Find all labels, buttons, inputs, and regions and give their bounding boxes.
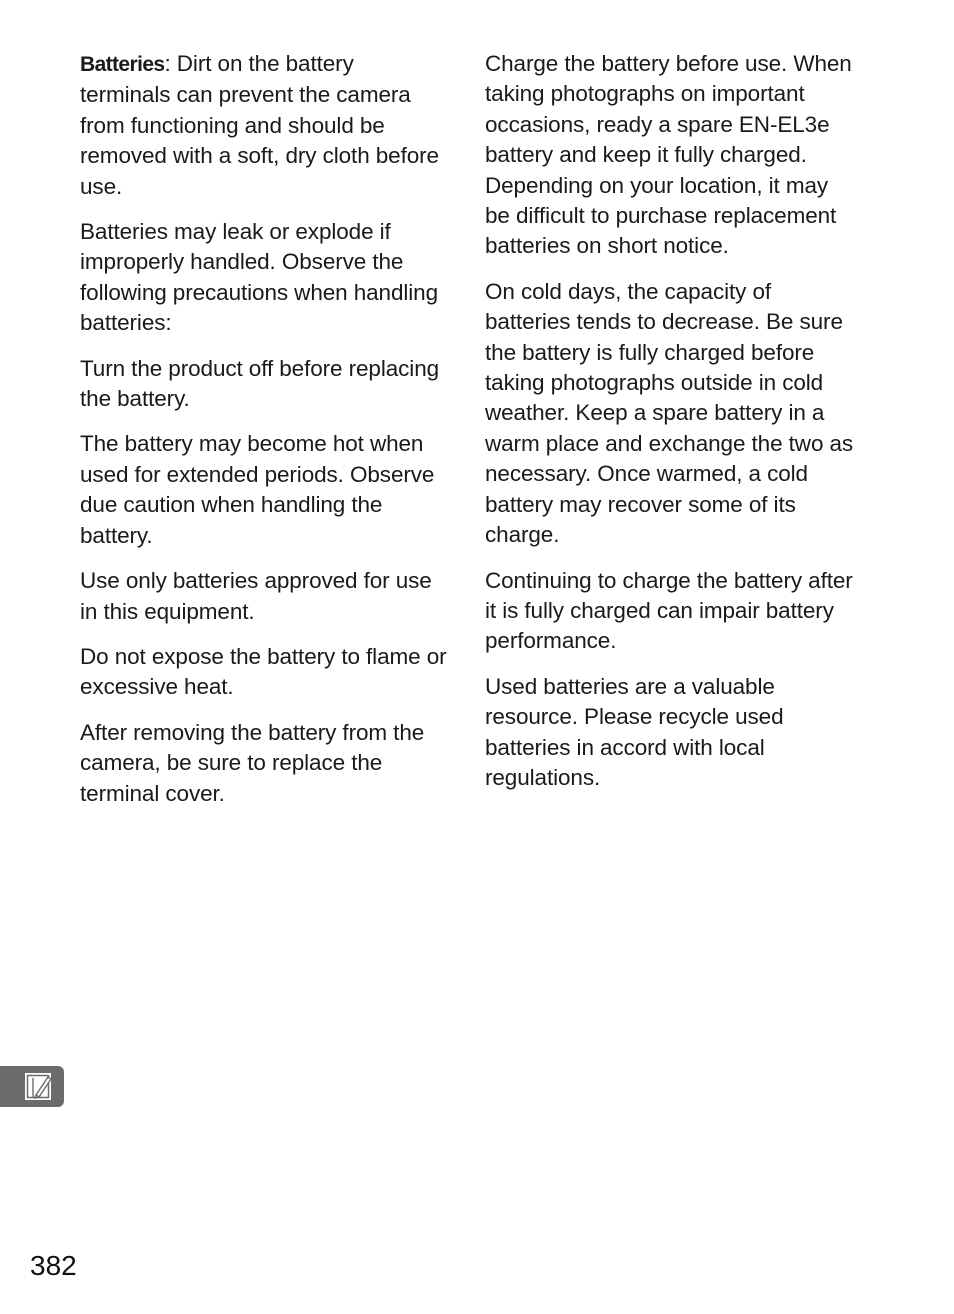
batteries-paragraph (80, 49, 450, 202)
precaution-hot: The battery may become hot when used for extended periods. Observe due caution when handling the battery. (80, 431, 435, 548)
charge-before-use-paragraph: Charge the battery before use. When taking photographs on important occasions, ready a spare EN-EL3e battery and keep it fully charged. Depending on your location, it may be difficult to purchase replacement batteries on short notice. (485, 51, 852, 259)
precaution-approved: Use only batteries approved for use in this equipment. (80, 568, 432, 624)
precaution-flame: Do not expose the battery to flame or excessive heat. (80, 643, 447, 700)
notes-pencil-icon (24, 1071, 56, 1102)
side-tab (0, 1066, 64, 1107)
precaution-terminal-cover: After removing the battery from the camera, be sure to replace the terminal cover. (80, 719, 425, 806)
cold-days-paragraph: On cold days, the capacity of batteries tends to decrease. Be sure the battery is fully charged before taking photographs outside in cold weather. Keep a spare battery in a warm place and exchange the two as necessary. Once warmed, a cold battery may recover some of its charge. (485, 278, 854, 548)
leak-warning-paragraph: Batteries may leak or explode if improperly handled. Observe the following precautions when handling batteries: (80, 219, 438, 336)
recycle-paragraph: Used batteries are a valuable resource. Please recycle used batteries in accord with local regulations. (485, 673, 784, 790)
overcharge-paragraph: Continuing to charge the battery after it is fully charged can impair battery performance. (485, 567, 853, 654)
precaution-turn-off: Turn the product off before replacing the battery. (80, 355, 440, 412)
right-column (485, 49, 857, 808)
batteries-lead: Batteries (80, 53, 165, 76)
page-number: 382 (30, 1250, 77, 1281)
batteries-text: : Dirt on the battery terminals can prevent the camera from functioning and should be removed with a soft, dry cloth before use. (80, 51, 439, 199)
left-column (80, 49, 450, 824)
